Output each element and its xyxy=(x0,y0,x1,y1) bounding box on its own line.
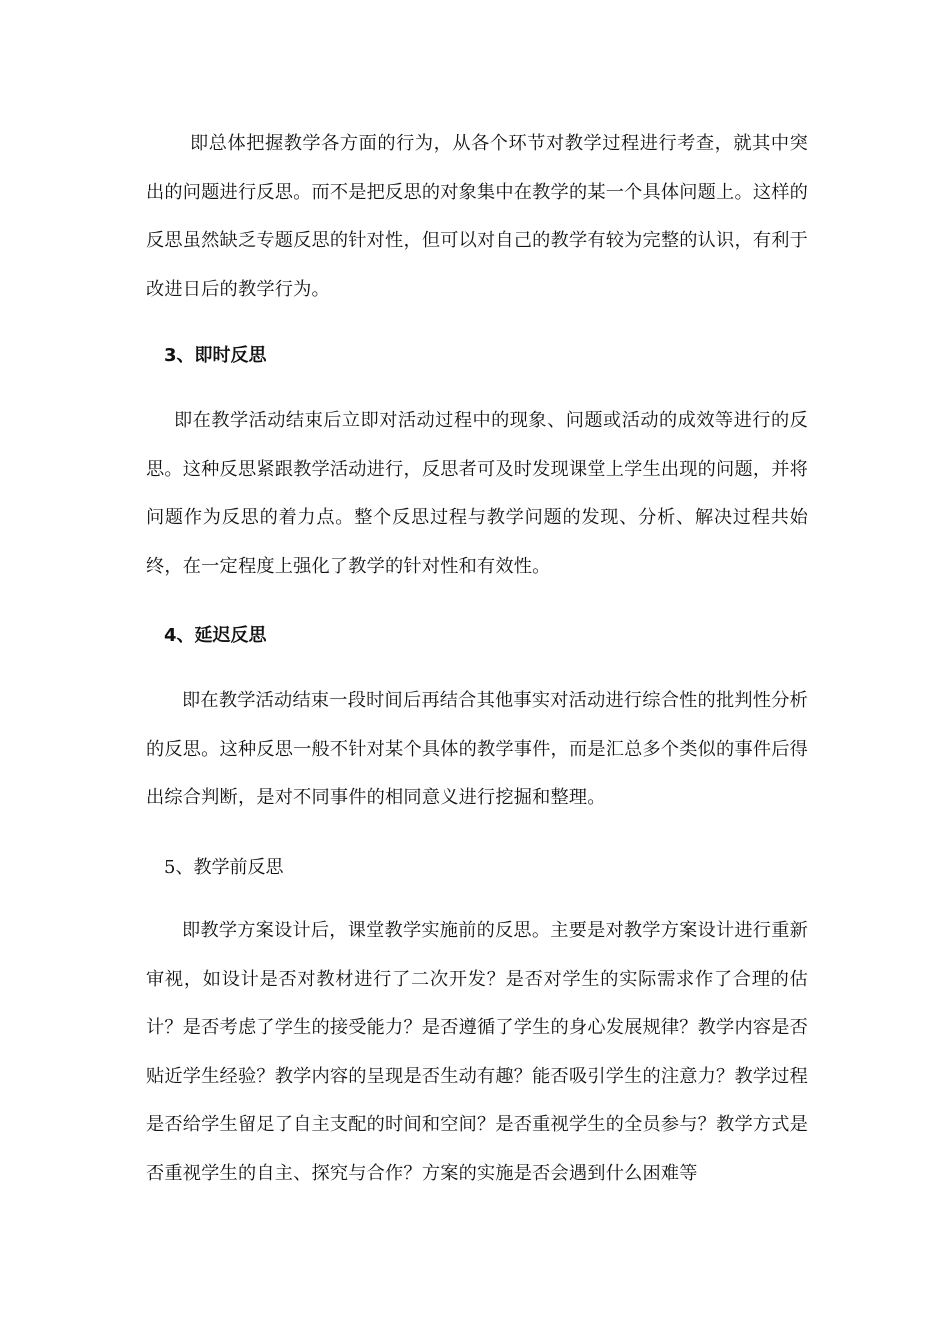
paragraph-overall-reflection: 即总体把握教学各方面的行为，从各个环节对教学过程进行考查，就其中突出的问题进行反思。而不是把反思的对象集中在教学的某一个具体问题上。这样的反思虽然缺乏专题反思的针对性，但可以对自己的教学有较为完整的认识，有利于改进日后的教学行为。 xyxy=(146,133,808,300)
heading-pre-teaching-reflection: 5、教学前反思 xyxy=(164,857,284,878)
paragraph-immediate-reflection: 即在教学活动结束后立即对活动过程中的现象、问题或活动的成效等进行的反思。这种反思紧跟教学活动进行，反思者可及时发现课堂上学生出现的问题，并将问题作为反思的着力点。整个反思过程与教学问题的发现、分析、解决过程共始终，在一定程度上强化了教学的针对性和有效性。 xyxy=(146,410,808,577)
paragraph-pre-teaching-reflection: 即教学方案设计后，课堂教学实施前的反思。主要是对教学方案设计进行重新审视，如设计是否对教材进行了二次开发？是否对学生的实际需求作了合理的估计？是否考虑了学生的接受能力？是否遵循了学生的身心发展规律？教学内容是否贴近学生经验？教学内容的呈现是否生动有趣？能否吸引学生的注意力？教学过程是否给学生留足了自主支配的时间和空间？是否重视学生的全员参与？教学方式是否重视学生的自主、探究与合作？方案的实施是否会遇到什么困难等 xyxy=(146,920,808,1184)
paragraph-delayed-reflection: 即在教学活动结束一段时间后再结合其他事实对活动进行综合性的批判性分析的反思。这种反思一般不针对某个具体的教学事件，而是汇总多个类似的事件后得出综合判断，是对不同事件的相同意义进行挖掘和整理。 xyxy=(146,690,808,809)
heading-delayed-reflection: 4、延迟反思 xyxy=(164,625,267,646)
heading-immediate-reflection: 3、即时反思 xyxy=(164,345,267,366)
